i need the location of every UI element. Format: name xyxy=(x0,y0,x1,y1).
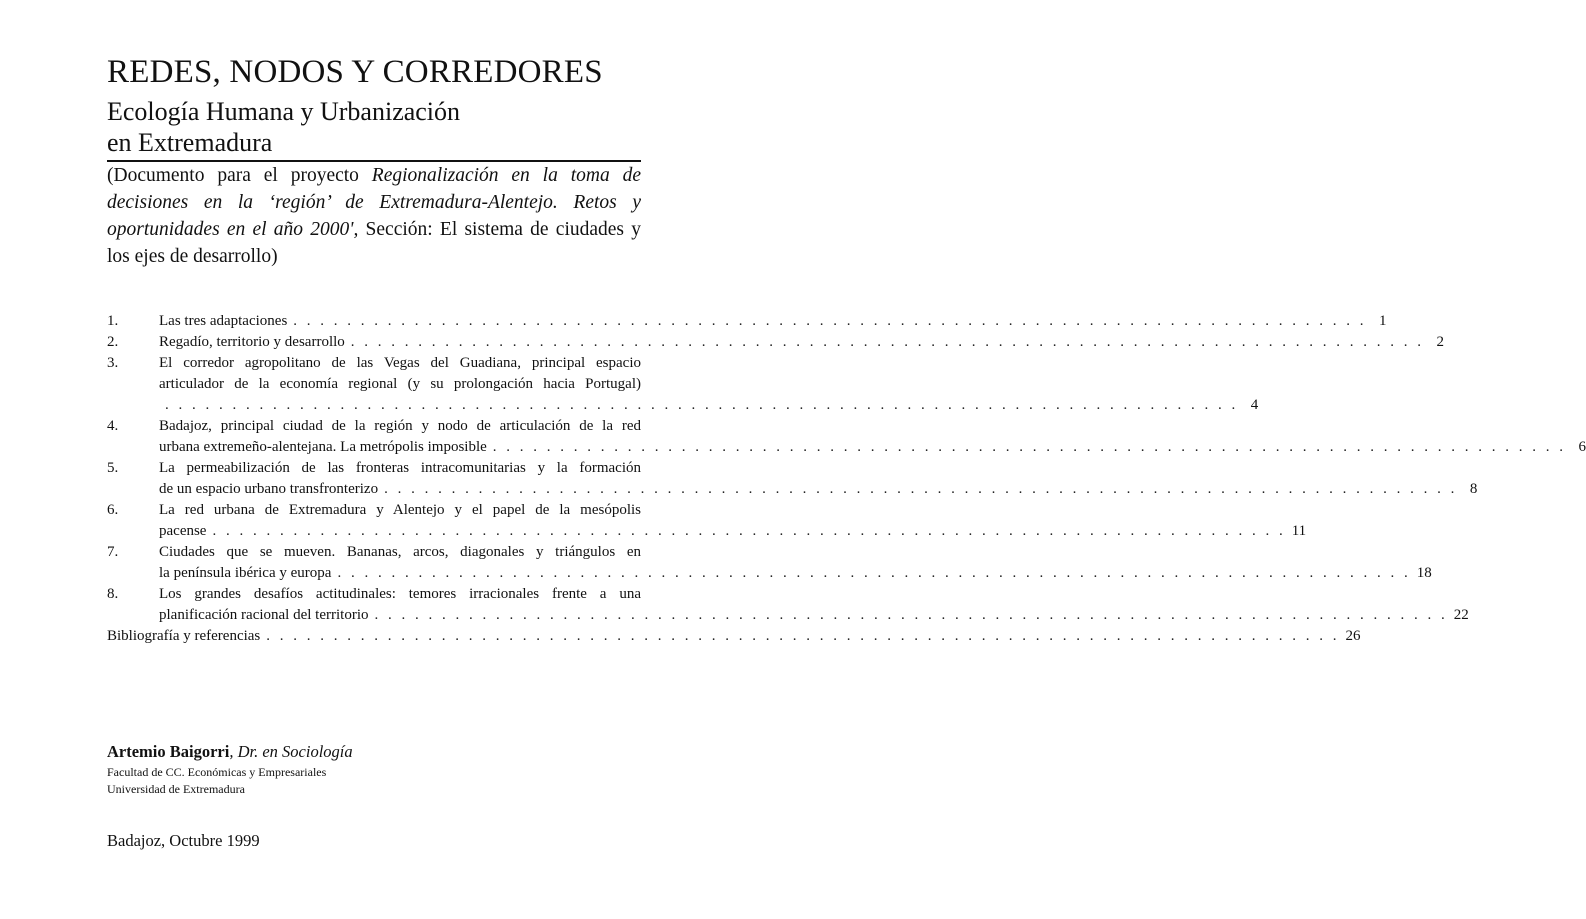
toc-entry-text: articulador de la economía regional (y su prolongación hacia Portugal) xyxy=(159,376,641,392)
toc-entry-line xyxy=(159,479,1478,500)
toc-page-number: 18 xyxy=(1416,565,1432,581)
toc-page-number: 2 xyxy=(1436,334,1445,350)
toc-item-number: 2. xyxy=(107,334,119,350)
subtitle-line-1: Ecología Humana y Urbanización xyxy=(107,97,461,126)
toc-page-number: 8 xyxy=(1469,481,1478,497)
document-subtitle xyxy=(107,96,647,158)
toc-entry-text: Las tres adaptaciones xyxy=(159,313,288,329)
table-of-contents xyxy=(107,311,1586,647)
toc-page-number: 26 xyxy=(1345,628,1361,644)
toc-entry-text: pacense xyxy=(159,523,207,539)
toc-item-number: 7. xyxy=(107,544,119,560)
toc-entry-line xyxy=(159,605,1469,626)
toc-entry-text: Los grandes desafíos actitudinales: temores irracionales frente a una xyxy=(159,586,641,602)
toc-dot-leader: . . . . . . . . . . . . . . . . . . . . . . . . . . . . . . . . . . . . . . . . . . . . . . . . . . . . . . . . . . . . . . . . . . . . . . . . . . . . . . . . xyxy=(337,565,1411,581)
toc-entry-text: la península ibérica y europa xyxy=(159,565,332,581)
place-date: Badajoz, Octubre 1999 xyxy=(107,831,260,850)
affiliation-line-1: Facultad de CC. Económicas y Empresariales xyxy=(107,765,327,779)
subtitle-line-2: en Extremadura xyxy=(107,128,273,157)
toc-page-number: 6 xyxy=(1578,439,1586,455)
toc-dot-leader: . . . . . . . . . . . . . . . . . . . . . . . . . . . . . . . . . . . . . . . . . . . . . . . . . . . . . . . . . . . . . . . . . . . . . . . . . . . . . . . . xyxy=(374,607,1448,623)
toc-dot-leader: . . . . . . . . . . . . . . . . . . . . . . . . . . . . . . . . . . . . . . . . . . . . . . . . . . . . . . . . . . . . . . . . . . . . . . . . . . . . . . . . xyxy=(492,439,1567,455)
toc-entry-text: Bibliografía y referencias xyxy=(107,628,261,644)
author-title: , Dr. en Sociología xyxy=(229,742,353,761)
toc-dot-leader: . . . . . . . . . . . . . . . . . . . . . . . . . . . . . . . . . . . . . . . . . . . . . . . . . . . . . . . . . . . . . . . . . . . . . . . . . . . . . . . . xyxy=(350,334,1425,350)
affiliation-line-2: Universidad de Extremadura xyxy=(107,782,245,796)
author-name: Artemio Baigorri xyxy=(107,742,230,761)
document-title: REDES, NODOS Y CORREDORES xyxy=(107,54,603,90)
toc-item-number: 3. xyxy=(107,355,119,371)
toc-dot-leader: . . . . . . . . . . . . . . . . . . . . . . . . . . . . . . . . . . . . . . . . . . . . . . . . . . . . . . . . . . . . . . . . . . . . . . . . . . . . . . . . xyxy=(266,628,1340,644)
toc-item xyxy=(107,542,1432,584)
toc-item-number: 5. xyxy=(107,460,119,476)
toc-dot-leader: . . . . . . . . . . . . . . . . . . . . . . . . . . . . . . . . . . . . . . . . . . . . . . . . . . . . . . . . . . . . . . . . . . . . . . . . . . . . . . . . xyxy=(293,313,1367,329)
toc-entry-line xyxy=(159,395,1259,416)
toc-entry-text: La permeabilización de las fronteras intracomunitarias y la formación xyxy=(159,460,641,476)
toc-entry-line xyxy=(159,332,1445,353)
toc-item xyxy=(107,584,1469,626)
document-description xyxy=(107,162,641,270)
author-line xyxy=(107,741,353,763)
toc-entry-text: planificación racional del territorio xyxy=(159,607,369,623)
toc-item xyxy=(107,332,1445,353)
description-section: Sección: El sistema de ciudades y los ejes de desarrollo) xyxy=(107,219,641,267)
toc-bibliography xyxy=(107,626,1361,647)
toc-item xyxy=(107,353,1259,416)
toc-item-number: 4. xyxy=(107,418,119,434)
author-affiliation xyxy=(107,764,326,798)
toc-page-number: 11 xyxy=(1291,523,1307,539)
toc-page-number: 4 xyxy=(1250,397,1259,413)
toc-item xyxy=(107,416,1586,458)
toc-item-number: 8. xyxy=(107,586,119,602)
toc-dot-leader: . . . . . . . . . . . . . . . . . . . . . . . . . . . . . . . . . . . . . . . . . . . . . . . . . . . . . . . . . . . . . . . . . . . . . . . . . . . . . . . . xyxy=(212,523,1286,539)
toc-entry-text: urbana extremeño-alentejana. La metrópolis imposible xyxy=(159,439,487,455)
toc-entry-text: Regadío, territorio y desarrollo xyxy=(159,334,345,350)
toc-item xyxy=(107,458,1478,500)
toc-page-number: 1 xyxy=(1379,313,1387,329)
toc-entry-line xyxy=(159,521,1307,542)
toc-page-number: 22 xyxy=(1453,607,1469,623)
toc-entry-text: de un espacio urbano transfronterizo xyxy=(159,481,379,497)
toc-item xyxy=(107,311,1387,332)
toc-dot-leader: . . . . . . . . . . . . . . . . . . . . . . . . . . . . . . . . . . . . . . . . . . . . . . . . . . . . . . . . . . . . . . . . . . . . . . . . . . . . . . . . xyxy=(165,397,1239,413)
toc-item xyxy=(107,500,1307,542)
toc-item-number: 1. xyxy=(107,313,119,329)
toc-entry-text: Badajoz, principal ciudad de la región y nodo de articulación de la red xyxy=(159,418,641,434)
description-open: (Documento para el proyecto xyxy=(107,165,372,186)
toc-entry-line xyxy=(159,311,1387,332)
toc-entry-line xyxy=(159,437,1586,458)
toc-dot-leader: . . . . . . . . . . . . . . . . . . . . . . . . . . . . . . . . . . . . . . . . . . . . . . . . . . . . . . . . . . . . . . . . . . . . . . . . . . . . . . . . xyxy=(384,481,1458,497)
toc-entry-text: El corredor agropolitano de las Vegas del Guadiana, principal espacio xyxy=(159,355,641,371)
toc-item-number: 6. xyxy=(107,502,119,518)
toc-entry-text: Ciudades que se mueven. Bananas, arcos, diagonales y triángulos en xyxy=(159,544,641,560)
toc-entry-text: La red urbana de Extremadura y Alentejo y el papel de la mesópolis xyxy=(159,502,641,518)
toc-entry-line xyxy=(159,563,1432,584)
description-project-title: Regionalización en la toma de decisiones en la ‘región’ de Extremadura-Alentejo. Retos y oportunidades en el año 2000', xyxy=(107,165,641,240)
